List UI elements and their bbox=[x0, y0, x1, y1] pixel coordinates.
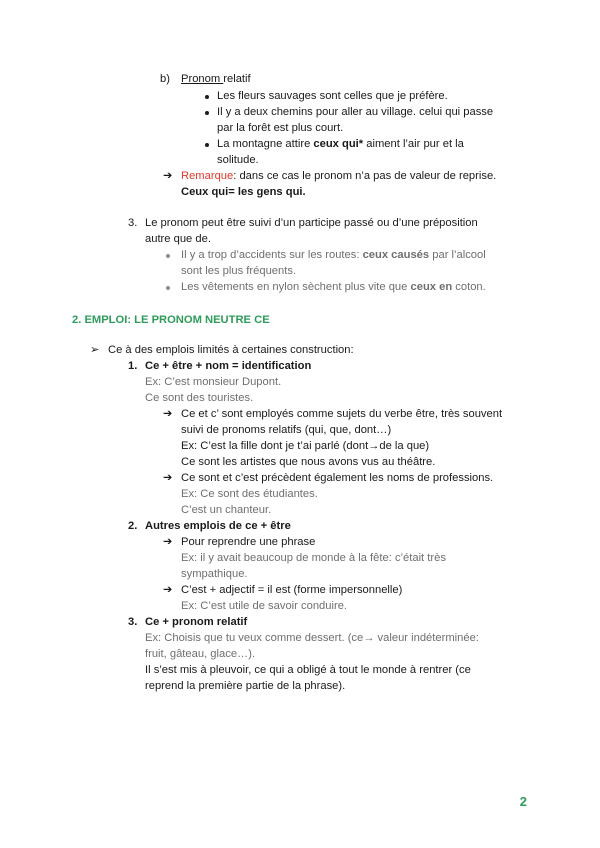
point3-example1-continued: sont les plus fréquents. bbox=[181, 265, 297, 277]
item3-example1: Ex: Choisis que tu veux comme dessert. (ce→ valeur indéterminée: bbox=[145, 632, 479, 644]
item1-arrow2-example2: C’est un chanteur. bbox=[181, 504, 272, 516]
item2-arrow2: C’est + adjectif = il est (forme impersonnelle) bbox=[181, 584, 403, 596]
item1-example2: Ce sont des touristes. bbox=[145, 392, 254, 404]
item1-title: Ce + être + nom = identification bbox=[145, 360, 312, 372]
example-bold: ceux causés bbox=[362, 249, 430, 261]
section-b-marker: b) bbox=[160, 73, 170, 85]
arrow-right-icon: ➔ bbox=[163, 536, 173, 548]
arrow-right-icon: ➔ bbox=[163, 472, 173, 484]
item1-arrow2: Ce sont et c’est précèdent également les noms de professions. bbox=[181, 472, 494, 484]
item2-number: 2. bbox=[128, 520, 138, 532]
item2-arrow1-example1: Ex: il y avait beaucoup de monde à la fête: c’était très bbox=[181, 552, 446, 564]
bullet-text-bold: ceux qui* bbox=[313, 138, 364, 150]
section2-intro: Ce à des emplois limités à certaines construction: bbox=[108, 344, 354, 356]
item1-example1: Ex: C’est monsieur Dupont. bbox=[145, 376, 282, 388]
bullet-dot bbox=[166, 286, 170, 290]
item1-arrow2-example1: Ex: Ce sont des étudiantes. bbox=[181, 488, 318, 500]
point3-example1 bbox=[181, 248, 486, 263]
section-b-title-rest: relatif bbox=[223, 73, 251, 85]
section-b-title-underlined: Pronom bbox=[181, 73, 224, 85]
bullet-text: Les fleurs sauvages sont celles que je préfère. bbox=[217, 90, 448, 102]
bullet-text-continued: par la forêt est plus court. bbox=[217, 122, 344, 134]
example-text: coton. bbox=[452, 281, 486, 293]
item2-arrow1-example2: sympathique. bbox=[181, 568, 248, 580]
arrow-right-icon: ➔ bbox=[163, 408, 173, 420]
item1-arrow1-line4: Ce sont les artistes que nous avons vus au théâtre. bbox=[181, 456, 436, 468]
item3-title: Ce + pronom relatif bbox=[145, 616, 248, 628]
remark-text: : dans ce cas le pronom n’a pas de valeur de reprise. bbox=[233, 170, 497, 182]
item3-example2: fruit, gâteau, glace…). bbox=[145, 648, 256, 660]
item1-arrow1-line1: Ce et c’ sont employés comme sujets du verbe être, très souvent bbox=[181, 408, 503, 420]
arrowhead-bullet-icon: ➢ bbox=[90, 344, 100, 356]
item3-number: 3. bbox=[128, 616, 138, 628]
item2-arrow2-example: Ex: C’est utile de savoir conduire. bbox=[181, 600, 348, 612]
remark-line bbox=[181, 169, 496, 184]
arrow-right-icon: ➔ bbox=[163, 584, 173, 596]
item1-arrow1-line3: Ex: C’est la fille dont je t’ai parlé (dont→de la que) bbox=[181, 440, 430, 452]
item1-arrow1-line2: suivi de pronoms relatifs (qui, que, dont…) bbox=[181, 424, 392, 436]
bullet-text-continued: solitude. bbox=[217, 154, 259, 166]
section2-heading: 2. EMPLOI: LE PRONOM NEUTRE CE bbox=[72, 314, 270, 326]
point3-line2: autre que de. bbox=[145, 233, 211, 245]
page-number: 2 bbox=[519, 794, 527, 809]
bullet-dot bbox=[166, 254, 170, 258]
bullet-text bbox=[217, 137, 464, 152]
remark-bold: Ceux qui= les gens qui. bbox=[181, 186, 306, 198]
example-bold: ceux en bbox=[410, 281, 453, 293]
item2-title: Autres emplois de ce + être bbox=[145, 520, 291, 532]
remark-label: Remarque bbox=[181, 170, 234, 182]
arrow-right-icon: ➔ bbox=[163, 170, 173, 182]
bullet-dot bbox=[205, 143, 209, 147]
bullet-text-part: La montagne attire bbox=[217, 138, 314, 150]
example-text: Les vêtements en nylon sèchent plus vite que bbox=[181, 281, 411, 293]
example-text: Il y a trop d’accidents sur les routes: bbox=[181, 249, 363, 261]
item3-example3: Il s’est mis à pleuvoir, ce qui a obligé à tout le monde à rentrer (ce bbox=[145, 664, 471, 676]
section-b-title bbox=[181, 72, 251, 87]
point3-number: 3. bbox=[128, 217, 138, 229]
bullet-text-part: aiment l’air pur et la bbox=[363, 138, 464, 150]
item2-arrow1: Pour reprendre une phrase bbox=[181, 536, 316, 548]
point3-line1: Le pronom peut être suivi d’un participe passé ou d’une préposition bbox=[145, 217, 478, 229]
item1-number: 1. bbox=[128, 360, 138, 372]
bullet-dot bbox=[205, 111, 209, 115]
item3-example4: reprend la première partie de la phrase). bbox=[145, 680, 346, 692]
point3-example2 bbox=[181, 280, 486, 295]
bullet-text: Il y a deux chemins pour aller au village. celui qui passe bbox=[217, 106, 494, 118]
bullet-dot bbox=[205, 95, 209, 99]
example-text: par l’alcool bbox=[429, 249, 486, 261]
